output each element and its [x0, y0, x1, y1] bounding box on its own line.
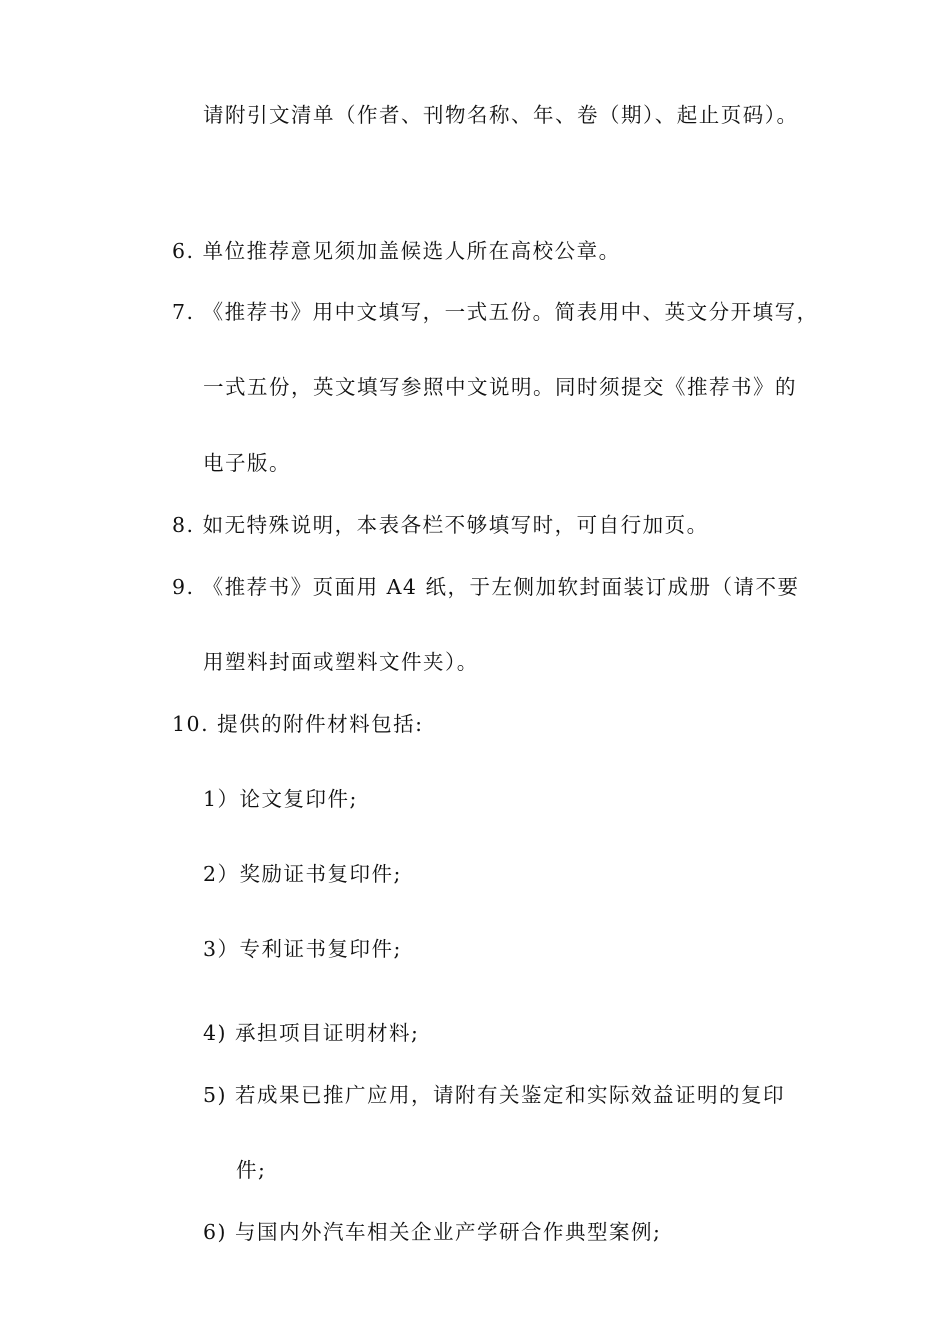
item-7-line-1: 7. 《推荐书》用中文填写，一式五份。简表用中、英文分开填写， — [172, 300, 819, 324]
attachment-2: 2）奖励证书复印件; — [203, 862, 402, 886]
citation-list-note: 请附引文清单（作者、刊物名称、年、卷（期）、起止页码）。 — [203, 103, 799, 127]
attachment-3: 3）专利证书复印件; — [203, 937, 402, 961]
item-8-text: 8. 如无特殊说明，本表各栏不够填写时，可自行加页。 — [172, 513, 709, 537]
item-9-line-2: 用塑料封面或塑料文件夹）。 — [203, 650, 479, 674]
item-9-line-1: 9. 《推荐书》页面用 A4 纸，于左侧加软封面装订成册（请不要 — [172, 575, 800, 599]
item-7-line-3: 电子版。 — [203, 451, 291, 475]
attachment-4: 4) 承担项目证明材料; — [203, 1021, 420, 1045]
item-6-text: 6. 单位推荐意见须加盖候选人所在高校公章。 — [172, 239, 621, 263]
item-10-heading: 10. 提供的附件材料包括: — [172, 712, 424, 736]
attachment-1: 1）论文复印件; — [203, 787, 358, 811]
item-7-line-2: 一式五份，英文填写参照中文说明。同时须提交《推荐书》的 — [203, 375, 797, 399]
attachment-5-line-2: 件; — [236, 1158, 267, 1182]
attachment-5-line-1: 5) 若成果已推广应用，请附有关鉴定和实际效益证明的复印 — [203, 1083, 786, 1107]
attachment-6: 6) 与国内外汽车相关企业产学研合作典型案例; — [203, 1220, 662, 1244]
